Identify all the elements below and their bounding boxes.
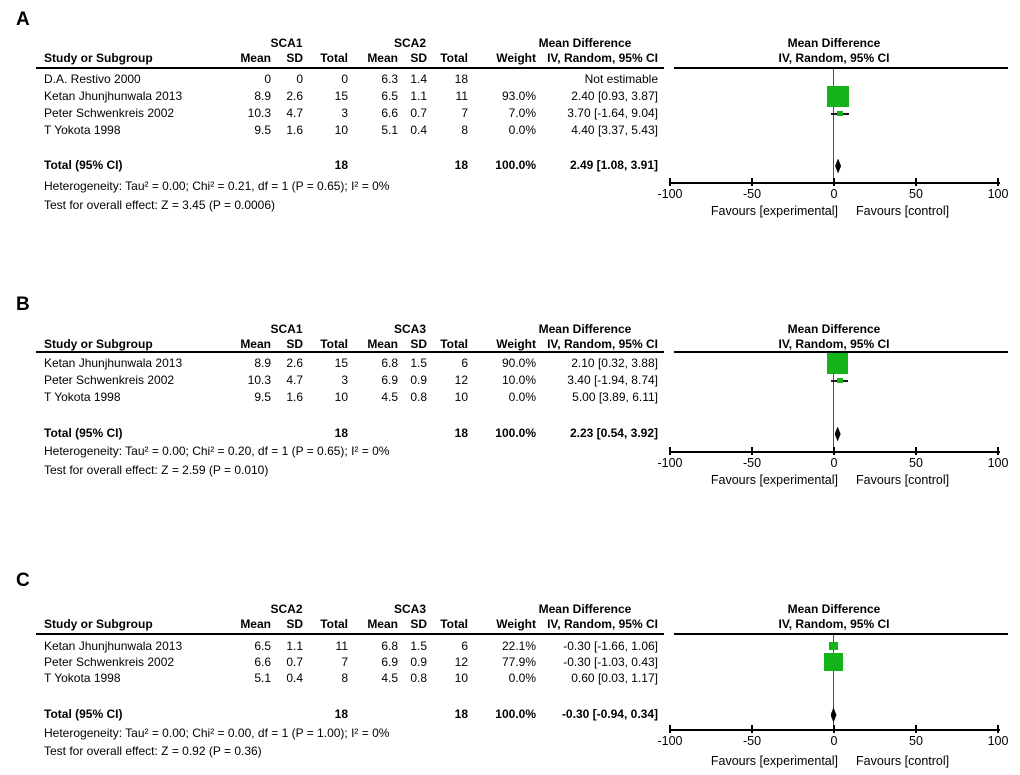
axis-tick bbox=[669, 447, 671, 455]
axis-tick bbox=[915, 725, 917, 733]
sd2-column-header: SD bbox=[410, 337, 427, 351]
ci-value: -0.30 [-1.66, 1.06] bbox=[563, 639, 658, 653]
axis-tick-label: -50 bbox=[742, 456, 762, 470]
mean1-value: 0 bbox=[264, 72, 271, 86]
weight-column-header: Weight bbox=[496, 51, 536, 65]
ci-value: 5.00 [3.89, 6.11] bbox=[572, 390, 658, 404]
ci-value: -0.30 [-1.03, 0.43] bbox=[563, 655, 658, 669]
heterogeneity-text: Heterogeneity: Tau² = 0.00; Chi² = 0.20, df = 1 (P = 0.65); I² = 0% bbox=[44, 444, 390, 458]
effect-square-marker bbox=[827, 86, 849, 108]
total2-value: 6 bbox=[461, 356, 468, 370]
panel-b bbox=[0, 290, 1020, 495]
total2-value: 7 bbox=[461, 106, 468, 120]
study-name: Peter Schwenkreis 2002 bbox=[44, 655, 175, 669]
sd1-column-header: SD bbox=[286, 337, 303, 351]
total1-value: 15 bbox=[334, 89, 348, 103]
group1-header: SCA2 bbox=[270, 602, 303, 616]
axis-tick-label: 50 bbox=[909, 187, 923, 201]
study-column-header: Study or Subgroup bbox=[44, 337, 153, 351]
axis-tick-label: 0 bbox=[830, 187, 838, 201]
sd1-value: 1.6 bbox=[286, 390, 303, 404]
axis-line bbox=[670, 451, 1000, 453]
axis-tick bbox=[669, 178, 671, 186]
axis-tick-label: -100 bbox=[657, 187, 683, 201]
mean2-value: 5.1 bbox=[381, 123, 398, 137]
sd2-value: 0.9 bbox=[410, 373, 427, 387]
study-name: T Yokota 1998 bbox=[44, 671, 121, 685]
axis-tick bbox=[669, 725, 671, 733]
total2-value: 10 bbox=[454, 671, 468, 685]
axis-tick-label: 0 bbox=[830, 456, 838, 470]
sd1-value: 4.7 bbox=[286, 373, 303, 387]
ci-plot-header: IV, Random, 95% CI bbox=[778, 337, 890, 351]
total1-value: 3 bbox=[341, 373, 348, 387]
effect-square-marker bbox=[837, 111, 842, 116]
panel-label: A bbox=[16, 9, 30, 30]
total1-value: 3 bbox=[341, 106, 348, 120]
favours-right-label: Favours [control] bbox=[856, 473, 950, 487]
ci-value: 2.10 [0.32, 3.88] bbox=[571, 356, 658, 370]
table-header-rule bbox=[36, 67, 664, 69]
weight-value: 7.0% bbox=[508, 106, 536, 120]
total2-column-header: Total bbox=[440, 51, 468, 65]
plot-header-rule bbox=[674, 633, 1008, 635]
mean1-value: 9.5 bbox=[254, 123, 271, 137]
group1-header: SCA1 bbox=[270, 322, 303, 336]
weight-value: 0.0% bbox=[508, 123, 536, 137]
axis-tick bbox=[997, 178, 999, 186]
total1-value: 10 bbox=[334, 390, 348, 404]
axis-tick-label: 100 bbox=[987, 734, 1009, 748]
total-total2: 18 bbox=[454, 707, 468, 721]
ci-value: 3.70 [-1.64, 9.04] bbox=[567, 106, 658, 120]
effect-square-marker bbox=[827, 353, 848, 374]
sd1-value: 4.7 bbox=[286, 106, 303, 120]
pooled-diamond bbox=[835, 427, 841, 442]
heterogeneity-text: Heterogeneity: Tau² = 0.00; Chi² = 0.21, df = 1 (P = 0.65); I² = 0% bbox=[44, 179, 390, 193]
mean1-value: 8.9 bbox=[254, 356, 271, 370]
sd2-value: 1.5 bbox=[410, 639, 427, 653]
sd1-value: 0 bbox=[296, 72, 303, 86]
weight-value: 10.0% bbox=[501, 373, 536, 387]
ci-column-header: IV, Random, 95% CI bbox=[547, 337, 658, 351]
axis-tick-label: 100 bbox=[987, 456, 1009, 470]
total-ci: -0.30 [-0.94, 0.34] bbox=[561, 707, 658, 721]
mean2-column-header: Mean bbox=[367, 337, 398, 351]
weight-value: 22.1% bbox=[501, 639, 536, 653]
axis-tick bbox=[833, 178, 835, 186]
mean2-value: 6.9 bbox=[381, 373, 398, 387]
axis-tick bbox=[997, 447, 999, 455]
mean2-value: 6.3 bbox=[381, 72, 398, 86]
favours-left-label: Favours [experimental] bbox=[710, 473, 839, 487]
group1-header: SCA1 bbox=[270, 36, 303, 50]
panel-a bbox=[0, 8, 1020, 224]
total-weight: 100.0% bbox=[495, 426, 536, 440]
favours-right-label: Favours [control] bbox=[856, 754, 950, 768]
total2-value: 10 bbox=[454, 390, 468, 404]
weight-value: 0.0% bbox=[508, 390, 536, 404]
favours-caption bbox=[640, 754, 1020, 768]
plot-header-rule bbox=[674, 67, 1008, 69]
md-plot-title: Mean Difference bbox=[787, 602, 881, 616]
ci-column-header: IV, Random, 95% CI bbox=[547, 617, 658, 631]
total1-value: 15 bbox=[334, 356, 348, 370]
study-column-header: Study or Subgroup bbox=[44, 51, 153, 65]
sd1-value: 0.4 bbox=[286, 671, 303, 685]
mean2-value: 6.8 bbox=[381, 639, 398, 653]
ci-plot-header: IV, Random, 95% CI bbox=[778, 617, 890, 631]
total-total2: 18 bbox=[454, 426, 468, 440]
mean2-value: 6.8 bbox=[381, 356, 398, 370]
mean1-value: 9.5 bbox=[254, 390, 271, 404]
md-column-title: Mean Difference bbox=[538, 322, 632, 336]
total2-value: 11 bbox=[455, 89, 468, 103]
group2-header: SCA3 bbox=[393, 602, 426, 616]
total-ci: 2.49 [1.08, 3.91] bbox=[569, 158, 658, 172]
total2-value: 6 bbox=[461, 639, 468, 653]
axis-tick bbox=[751, 178, 753, 186]
ci-value: Not estimable bbox=[584, 72, 658, 86]
total1-column-header: Total bbox=[320, 337, 348, 351]
sd1-value: 1.1 bbox=[286, 639, 303, 653]
mean1-value: 5.1 bbox=[254, 671, 271, 685]
panel-label: C bbox=[16, 570, 30, 591]
study-name: T Yokota 1998 bbox=[44, 390, 121, 404]
total2-value: 8 bbox=[461, 123, 468, 137]
table-header-rule bbox=[36, 633, 664, 635]
study-name: Peter Schwenkreis 2002 bbox=[44, 106, 175, 120]
total-ci: 2.23 [0.54, 3.92] bbox=[569, 426, 658, 440]
total-row-label: Total (95% CI) bbox=[44, 158, 123, 172]
total-weight: 100.0% bbox=[495, 707, 536, 721]
weight-value: 90.0% bbox=[501, 356, 536, 370]
pooled-diamond bbox=[831, 708, 837, 723]
favours-caption bbox=[640, 204, 1020, 218]
axis-tick-label: 100 bbox=[987, 187, 1009, 201]
mean2-column-header: Mean bbox=[367, 617, 398, 631]
mean1-value: 10.3 bbox=[247, 106, 271, 120]
axis-tick-label: 50 bbox=[909, 456, 923, 470]
total1-value: 11 bbox=[335, 639, 348, 653]
sd1-value: 0.7 bbox=[286, 655, 303, 669]
ci-plot-header: IV, Random, 95% CI bbox=[778, 51, 890, 65]
sd2-column-header: SD bbox=[410, 617, 427, 631]
weight-column-header: Weight bbox=[496, 337, 536, 351]
overall-effect-text: Test for overall effect: Z = 0.92 (P = 0.36) bbox=[44, 744, 262, 758]
axis-tick bbox=[915, 447, 917, 455]
favours-left-label: Favours [experimental] bbox=[710, 204, 839, 218]
total2-column-header: Total bbox=[440, 337, 468, 351]
axis-tick bbox=[915, 178, 917, 186]
sd2-value: 1.1 bbox=[410, 89, 427, 103]
total-total1: 18 bbox=[334, 426, 348, 440]
total1-column-header: Total bbox=[320, 617, 348, 631]
study-name: Peter Schwenkreis 2002 bbox=[44, 373, 175, 387]
total-weight: 100.0% bbox=[495, 158, 536, 172]
total2-column-header: Total bbox=[440, 617, 468, 631]
axis-tick-label: -50 bbox=[742, 734, 762, 748]
sd2-value: 1.5 bbox=[410, 356, 427, 370]
group2-header: SCA3 bbox=[393, 322, 426, 336]
total1-value: 8 bbox=[341, 671, 348, 685]
sd2-value: 0.7 bbox=[410, 106, 427, 120]
sd1-value: 1.6 bbox=[286, 123, 303, 137]
axis-tick bbox=[833, 725, 835, 733]
mean2-value: 4.5 bbox=[381, 390, 398, 404]
mean2-value: 4.5 bbox=[381, 671, 398, 685]
study-name: D.A. Restivo 2000 bbox=[44, 72, 141, 86]
effect-square-marker bbox=[837, 378, 843, 384]
sd2-value: 0.8 bbox=[410, 671, 427, 685]
weight-value: 93.0% bbox=[501, 89, 536, 103]
sd2-value: 0.4 bbox=[410, 123, 427, 137]
table-header-rule bbox=[36, 351, 664, 353]
total1-value: 10 bbox=[334, 123, 348, 137]
total2-value: 18 bbox=[454, 72, 468, 86]
ci-column-header: IV, Random, 95% CI bbox=[547, 51, 658, 65]
md-column-title: Mean Difference bbox=[538, 602, 632, 616]
pooled-diamond bbox=[835, 159, 841, 174]
favours-caption bbox=[640, 473, 1020, 487]
md-plot-title: Mean Difference bbox=[787, 322, 881, 336]
heterogeneity-text: Heterogeneity: Tau² = 0.00; Chi² = 0.00, df = 1 (P = 1.00); I² = 0% bbox=[44, 726, 390, 740]
axis-tick-label: 50 bbox=[909, 734, 923, 748]
mean1-column-header: Mean bbox=[240, 617, 271, 631]
mean2-value: 6.9 bbox=[381, 655, 398, 669]
favours-left-label: Favours [experimental] bbox=[710, 754, 839, 768]
sd1-column-header: SD bbox=[286, 51, 303, 65]
md-column-title: Mean Difference bbox=[538, 36, 632, 50]
overall-effect-text: Test for overall effect: Z = 3.45 (P = 0.0006) bbox=[44, 198, 276, 212]
ci-value: 2.40 [0.93, 3.87] bbox=[571, 89, 658, 103]
total2-value: 12 bbox=[454, 655, 468, 669]
group2-header: SCA2 bbox=[393, 36, 426, 50]
panel-label: B bbox=[16, 294, 30, 315]
sd1-column-header: SD bbox=[286, 617, 303, 631]
total1-value: 0 bbox=[341, 72, 348, 86]
study-name: T Yokota 1998 bbox=[44, 123, 121, 137]
total-total1: 18 bbox=[334, 707, 348, 721]
study-column-header: Study or Subgroup bbox=[44, 617, 153, 631]
axis-tick-label: 0 bbox=[830, 734, 838, 748]
weight-value: 0.0% bbox=[508, 671, 536, 685]
total1-column-header: Total bbox=[320, 51, 348, 65]
mean1-column-header: Mean bbox=[240, 337, 271, 351]
total-row-label: Total (95% CI) bbox=[44, 426, 123, 440]
mean1-value: 6.6 bbox=[254, 655, 271, 669]
axis-tick bbox=[997, 725, 999, 733]
panel-c bbox=[0, 562, 1020, 775]
effect-square-marker bbox=[829, 642, 837, 650]
sd2-value: 1.4 bbox=[410, 72, 427, 86]
sd2-value: 0.8 bbox=[410, 390, 427, 404]
sd2-value: 0.9 bbox=[410, 655, 427, 669]
sd1-value: 2.6 bbox=[286, 356, 303, 370]
md-plot-title: Mean Difference bbox=[787, 36, 881, 50]
total-total2: 18 bbox=[454, 158, 468, 172]
favours-right-label: Favours [control] bbox=[856, 204, 950, 218]
weight-value: 77.9% bbox=[501, 655, 536, 669]
mean1-value: 8.9 bbox=[254, 89, 271, 103]
axis-tick-label: -100 bbox=[657, 456, 683, 470]
mean1-column-header: Mean bbox=[240, 51, 271, 65]
study-name: Ketan Jhunjhunwala 2013 bbox=[44, 356, 183, 370]
overall-effect-text: Test for overall effect: Z = 2.59 (P = 0.010) bbox=[44, 463, 269, 477]
axis-tick bbox=[833, 447, 835, 455]
axis-tick bbox=[751, 447, 753, 455]
total2-value: 12 bbox=[454, 373, 468, 387]
study-name: Ketan Jhunjhunwala 2013 bbox=[44, 89, 183, 103]
axis-tick-label: -50 bbox=[742, 187, 762, 201]
total1-value: 7 bbox=[341, 655, 348, 669]
ci-value: 4.40 [3.37, 5.43] bbox=[571, 123, 658, 137]
sd2-column-header: SD bbox=[410, 51, 427, 65]
ci-value: 3.40 [-1.94, 8.74] bbox=[567, 373, 658, 387]
mean2-column-header: Mean bbox=[367, 51, 398, 65]
study-name: Ketan Jhunjhunwala 2013 bbox=[44, 639, 183, 653]
total-total1: 18 bbox=[334, 158, 348, 172]
ci-value: 0.60 [0.03, 1.17] bbox=[571, 671, 658, 685]
total-row-label: Total (95% CI) bbox=[44, 707, 123, 721]
weight-column-header: Weight bbox=[496, 617, 536, 631]
sd1-value: 2.6 bbox=[286, 89, 303, 103]
mean1-value: 6.5 bbox=[254, 639, 271, 653]
mean1-value: 10.3 bbox=[247, 373, 271, 387]
mean2-value: 6.5 bbox=[381, 89, 398, 103]
effect-square-marker bbox=[824, 653, 843, 672]
axis-tick bbox=[751, 725, 753, 733]
axis-line bbox=[670, 729, 1000, 731]
axis-tick-label: -100 bbox=[657, 734, 683, 748]
axis-line bbox=[670, 182, 1000, 184]
mean2-value: 6.6 bbox=[381, 106, 398, 120]
